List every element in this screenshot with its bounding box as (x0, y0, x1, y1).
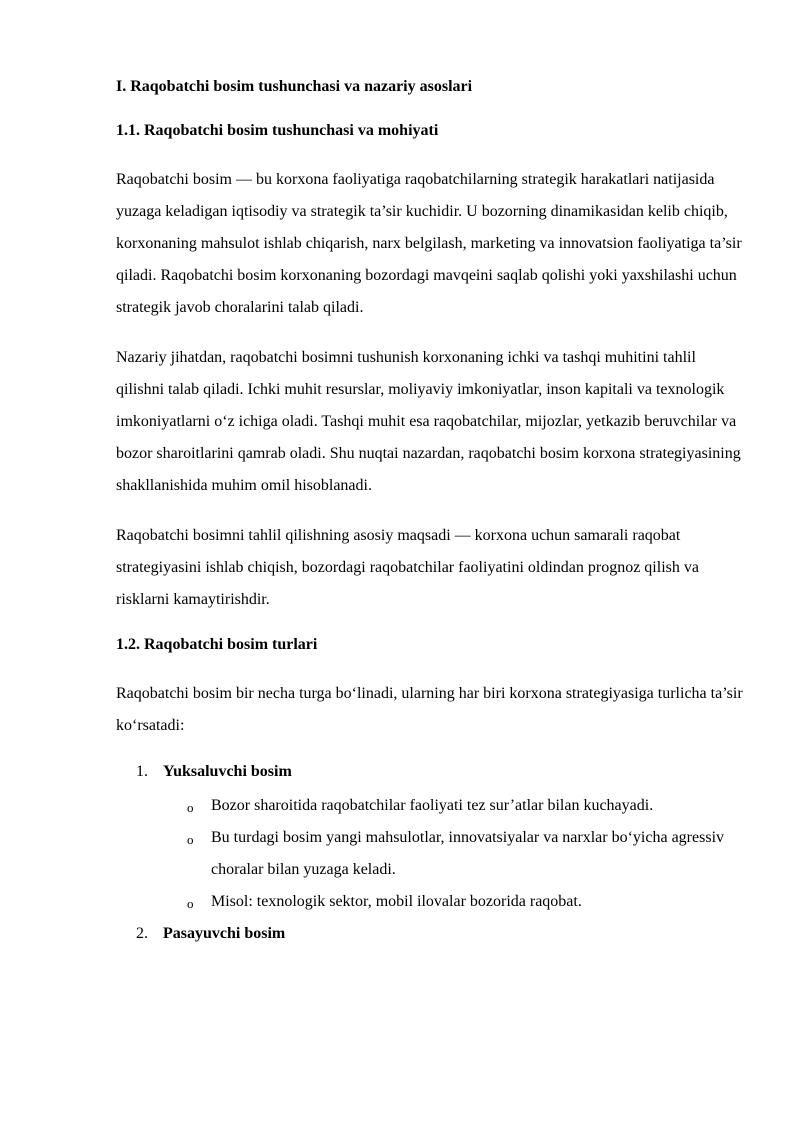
list-item-rising-pressure (116, 756, 746, 918)
bullet-item (163, 886, 746, 918)
main-heading: I. Raqobatchi bosim tushunchasi va nazariy asoslari (116, 78, 473, 95)
paragraph-definition: Raqobatchi bosim — bu korxona faoliyatiga raqobatchilarning strategik harakatlari natijasida yuzaga keladigan iqtisodiy va strategik ta’sir kuchidir. U bozorning dinamikasidan kelib chiqib, korxonaning mahsulot ishlab chiqarish, narx belgilash, marketing va innovatsion faoliyatiga ta’sir qiladi. Raqobatchi bosim korxonaning bozordagi mavqeini saqlab qolishi yoki yaxshilashi uchun strategik javob choralarini talab qiladi. (116, 171, 742, 316)
paragraph-intro-types: Raqobatchi bosim bir necha turga bo‘linadi, ularning har biri korxona strategiyasiga turlicha ta’sir ko‘rsatadi: (116, 685, 743, 734)
bullet-item (163, 822, 746, 886)
list-item-label: Yuksaluvchi bosim (163, 763, 292, 780)
bullet-circle-icon: o (187, 896, 194, 911)
list-item-label: Pasayuvchi bosim (163, 925, 286, 942)
section-heading-1-2: 1.2. Raqobatchi bosim turlari (116, 636, 318, 653)
document-page (116, 76, 746, 950)
bullet-text: Bu turdagi bosim yangi mahsulotlar, innovatsiyalar va narxlar bo‘yicha agressiv choralar bilan yuzaga keladi. (211, 829, 725, 878)
bullet-text: Misol: texnologik sektor, mobil ilovalar bozorida raqobat. (211, 893, 582, 910)
list-number: 2. (136, 925, 148, 942)
list-number: 1. (136, 763, 148, 780)
bullet-circle-icon: o (187, 832, 194, 847)
list-item-declining-pressure (116, 918, 746, 950)
paragraph-theory: Nazariy jihatdan, raqobatchi bosimni tushunish korxonaning ichki va tashqi muhitini tahlil qilishni talab qiladi. Ichki muhit resurslar, moliyaviy imkoniyatlar, inson kapitali va texnologik imkoniyatlarni o‘z ichiga oladi. Tashqi muhit esa raqobatchilar, mijozlar, yetkazib beruvchilar va bozor sharoitlarini qamrab oladi. Shu nuqtai nazardan, raqobatchi bosim korxona strategiyasining shakllanishida muhim omil hisoblanadi. (116, 349, 741, 494)
paragraph-purpose: Raqobatchi bosimni tahlil qilishning asosiy maqsadi — korxona uchun samarali raqobat strategiyasini ishlab chiqish, bozordagi raqobatchilar faoliyatini oldindan prognoz qilish va risklarni kamaytirishdir. (116, 527, 699, 608)
bullet-item (163, 790, 746, 822)
pressure-types-list (116, 756, 746, 950)
section-heading-1-1: 1.1. Raqobatchi bosim tushunchasi va mohiyati (116, 122, 439, 139)
rising-pressure-bullets (163, 790, 746, 918)
bullet-text: Bozor sharoitida raqobatchilar faoliyati tez sur’atlar bilan kuchayadi. (211, 797, 654, 814)
bullet-circle-icon: o (187, 800, 194, 815)
